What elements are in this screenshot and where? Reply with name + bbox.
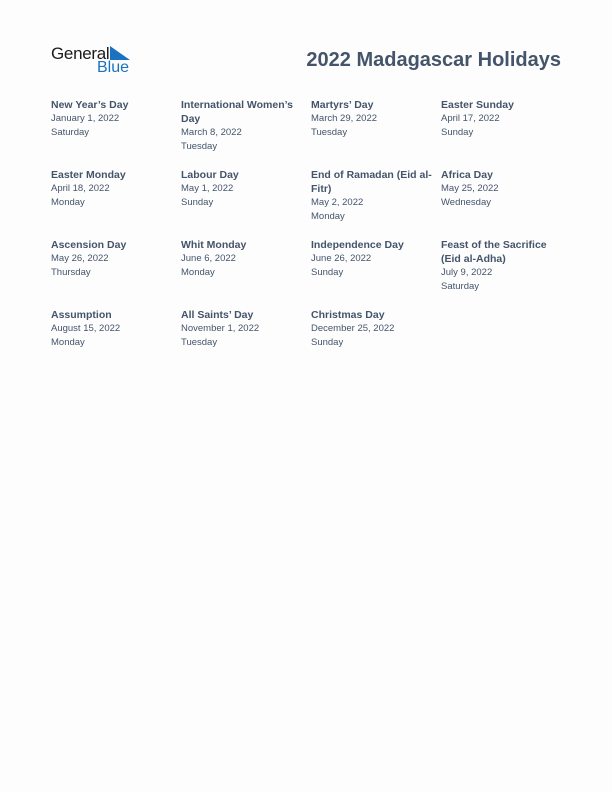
holiday-date: May 26, 2022 [51,253,109,264]
holiday-name: Independence Day [311,239,404,251]
holiday-item [181,168,303,210]
holiday-name: All Saints’ Day [181,309,254,321]
holiday-weekday: Tuesday [181,337,218,348]
holiday-weekday: Thursday [51,267,91,278]
holiday-item [51,308,173,350]
holiday-weekday: Sunday [311,267,344,278]
holiday-weekday: Tuesday [311,127,348,138]
holiday-weekday: Monday [51,197,85,208]
holiday-date: January 1, 2022 [51,113,120,124]
holiday-date: August 15, 2022 [51,323,121,334]
holiday-item [51,98,173,140]
holiday-item [311,168,433,224]
holiday-weekday: Sunday [311,337,344,348]
holiday-date: May 25, 2022 [441,183,499,194]
holiday-name: Assumption [51,309,112,321]
holiday-date: May 2, 2022 [311,197,364,208]
holiday-date: April 18, 2022 [51,183,110,194]
holiday-name: End of Ramadan (Eid al-Fitr) [311,169,432,195]
holiday-weekday: Saturday [51,127,90,138]
logo-blue-text: Blue [97,59,130,76]
holiday-weekday: Monday [181,267,215,278]
holiday-name: Easter Sunday [441,99,514,111]
holiday-name: Africa Day [441,169,493,181]
holiday-row [51,98,571,168]
holiday-item [441,98,563,140]
holiday-name: Feast of the Sacrifice (Eid al-Adha) [441,239,547,265]
holiday-row [51,168,571,238]
holiday-row [51,308,571,378]
holiday-row [51,238,571,308]
holiday-date: November 1, 2022 [181,323,260,334]
holiday-weekday: Sunday [441,127,474,138]
holiday-item [51,168,173,210]
holiday-item [441,168,563,210]
holiday-item [181,308,303,350]
holiday-name: Labour Day [181,169,239,181]
holiday-item [311,308,433,350]
holiday-date: May 1, 2022 [181,183,234,194]
holiday-date: December 25, 2022 [311,323,395,334]
holiday-item [181,98,303,154]
logo-triangle-icon [110,46,130,60]
holiday-item [51,238,173,280]
holiday-item [311,98,433,140]
holiday-weekday: Wednesday [441,197,491,208]
holiday-weekday: Tuesday [181,141,218,152]
holiday-weekday: Saturday [441,281,480,292]
holiday-name: Ascension Day [51,239,127,251]
generalblue-logo [51,44,141,78]
holiday-date: June 6, 2022 [181,253,236,264]
holiday-name: International Women’s Day [181,99,294,125]
logo-general-text: General [51,44,110,63]
holiday-date: April 17, 2022 [441,113,500,124]
holiday-grid [51,98,571,378]
holiday-name: New Year’s Day [51,99,129,111]
holiday-weekday: Monday [51,337,85,348]
holiday-name: Christmas Day [311,309,385,321]
holiday-item [441,238,563,294]
holiday-weekday: Monday [311,211,345,222]
page-title: 2022 Madagascar Holidays [306,49,561,71]
holiday-date: March 8, 2022 [181,127,242,138]
holiday-date: June 26, 2022 [311,253,372,264]
holiday-weekday: Sunday [181,197,214,208]
holiday-date: March 29, 2022 [311,113,378,124]
holiday-date: July 9, 2022 [441,267,493,278]
holiday-name: Easter Monday [51,169,126,181]
holiday-item [181,238,303,280]
holiday-item [311,238,433,280]
holiday-name: Whit Monday [181,239,247,251]
holiday-name: Martyrs’ Day [311,99,374,111]
